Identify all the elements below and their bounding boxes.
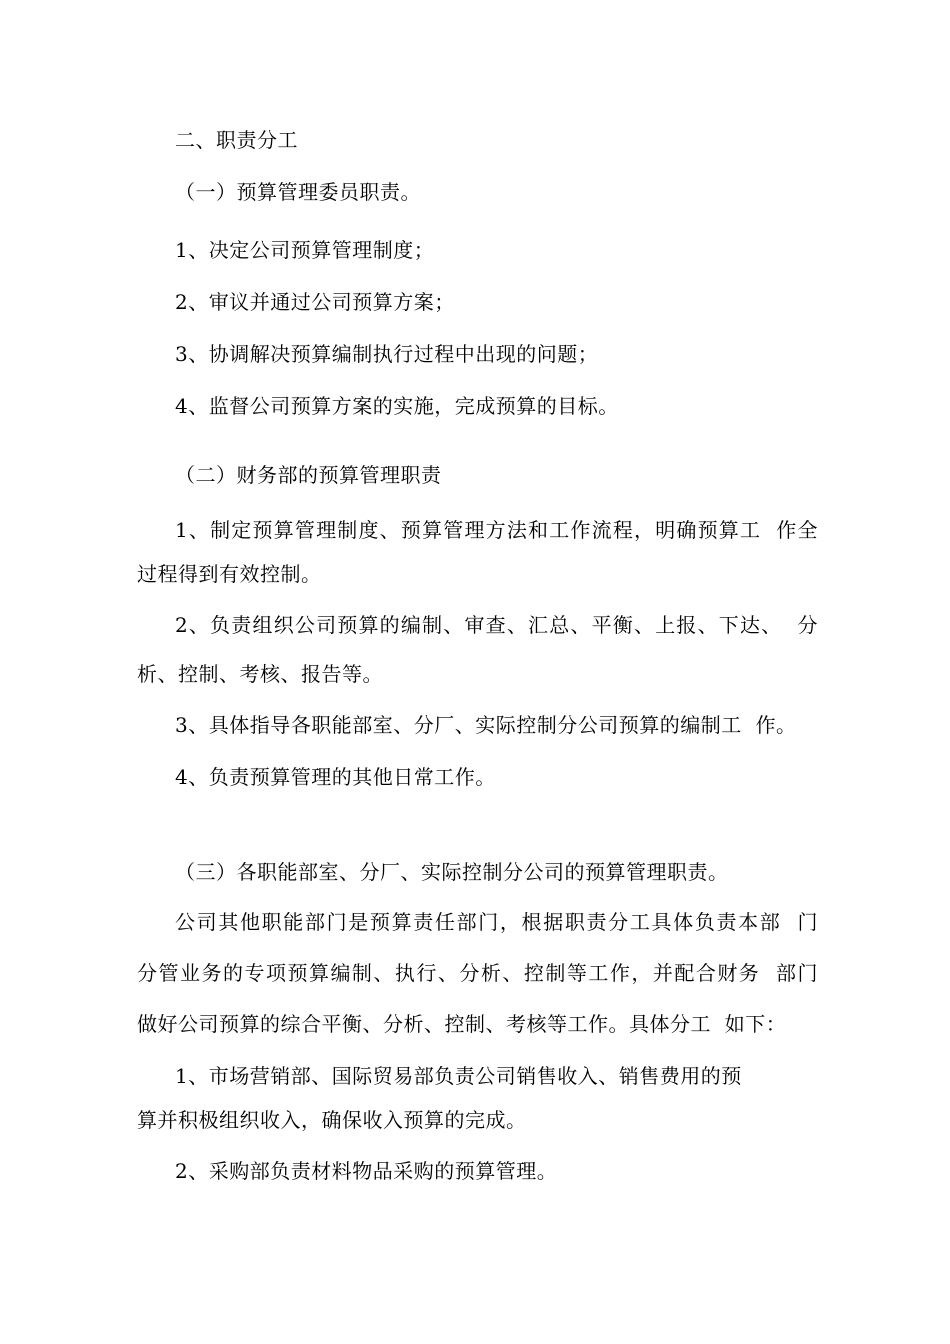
sub1-item-3: 3、协调解决预算编制执行过程中出现的问题； <box>175 342 599 366</box>
sub2-item-1-line-2: 过程得到有效控制。 <box>137 562 322 586</box>
sub3-item-1-line-1: 1、市场营销部、国际贸易部负责公司销售收入、销售费用的预 <box>175 1064 742 1088</box>
sub1-item-2: 2、审议并通过公司预算方案； <box>175 290 455 314</box>
subsection-1-heading: （一）预算管理委员职责。 <box>175 180 421 204</box>
subsection-3-heading: （三）各职能部室、分厂、实际控制分公司的预算管理职责。 <box>175 860 729 884</box>
sub1-item-4: 4、监督公司预算方案的实施，完成预算的目标。 <box>175 394 619 418</box>
section-heading: 二、职责分工 <box>175 128 298 152</box>
sub2-item-2-line-1: 2、负责组织公司预算的编制、审查、汇总、平衡、上报、下达、 分 <box>175 613 818 637</box>
sub3-intro-line-2: 分管业务的专项预算编制、执行、分析、控制等工作，并配合财务 部门 <box>137 961 818 985</box>
subsection-2-heading: （二）财务部的预算管理职责 <box>175 463 442 487</box>
sub3-intro-line-1: 公司其他职能部门是预算责任部门，根据职责分工具体负责本部 门 <box>175 910 818 934</box>
sub3-item-1-line-2: 算并积极组织收入，确保收入预算的完成。 <box>137 1108 527 1132</box>
sub2-item-3: 3、具体指导各职能部室、分厂、实际控制分公司预算的编制工 作。 <box>175 713 797 737</box>
sub2-item-4: 4、负责预算管理的其他日常工作。 <box>175 765 496 789</box>
sub3-intro-line-3: 做好公司预算的综合平衡、分析、控制、考核等工作。具体分工 如下： <box>137 1012 787 1036</box>
sub2-item-2-line-2: 析、控制、考核、报告等。 <box>137 662 383 686</box>
sub1-item-1: 1、决定公司预算管理制度； <box>175 238 435 262</box>
sub2-item-1-line-1: 1、制定预算管理制度、预算管理方法和工作流程，明确预算工 作全 <box>175 518 818 542</box>
sub3-item-2: 2、采购部负责材料物品采购的预算管理。 <box>175 1159 558 1183</box>
